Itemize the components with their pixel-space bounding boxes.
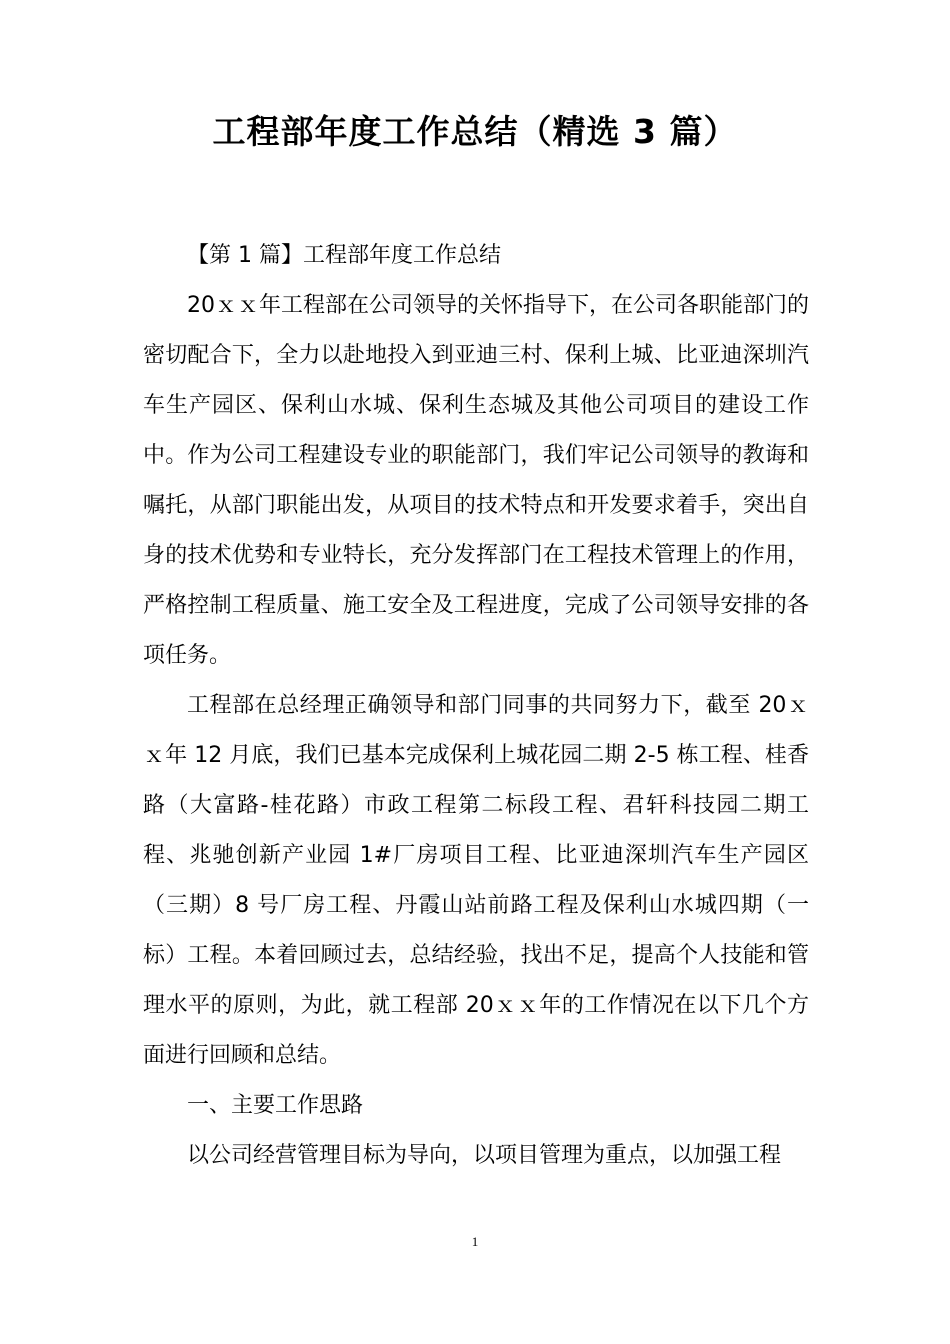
page-number: 1 <box>471 1234 479 1249</box>
document-title: 工程部年度工作总结（精选 3 篇） <box>212 112 738 151</box>
section-heading-work-approach: 一、主要工作思路 <box>187 1093 364 1118</box>
document-body <box>143 231 809 1181</box>
body-paragraph-intro: 20ｘｘ年工程部在公司领导的关怀指导下，在公司各职能部门的密切配合下，全力以赴地投入到亚迪三村、保利上城、比亚迪深圳汽车生产园区、保利山水城、保利生态城及其他公司项目的建设工作中。作为公司工程建设专业的职能部门，我们牢记公司领导的教诲和嘱托，从部门职能出发，从项目的技术特点和开发要求着手，突出自身的技术优势和专业特长，充分发挥部门在工程技术管理上的作用，严格控制工程质量、施工安全及工程进度，完成了公司领导安排的各项任务。 <box>143 293 809 668</box>
body-paragraph-approach: 以公司经营管理目标为导向，以项目管理为重点，以加强工程 <box>187 1143 782 1168</box>
body-paragraph-progress: 工程部在总经理正确领导和部门同事的共同努力下，截至 20ｘｘ年 12 月底，我们已基本完成保利上城花园二期 2-5 栋工程、桂香路（大富路-桂花路）市政工程第二标段工程、君轩科技园二期工程、兆驰创新产业园 1#厂房项目工程、比亚迪深圳汽车生产园区（三期）8 号厂房工程、丹霞山站前路工程及保利山水城四期（一标）工程。本着回顾过去，总结经验，找出不足，提高个人技能和管理水平的原则，为此，就工程部 20ｘｘ年的工作情况在以下几个方面进行回顾和总结。 <box>143 693 809 1068</box>
section-heading-part-1: 【第 1 篇】工程部年度工作总结 <box>187 243 501 268</box>
